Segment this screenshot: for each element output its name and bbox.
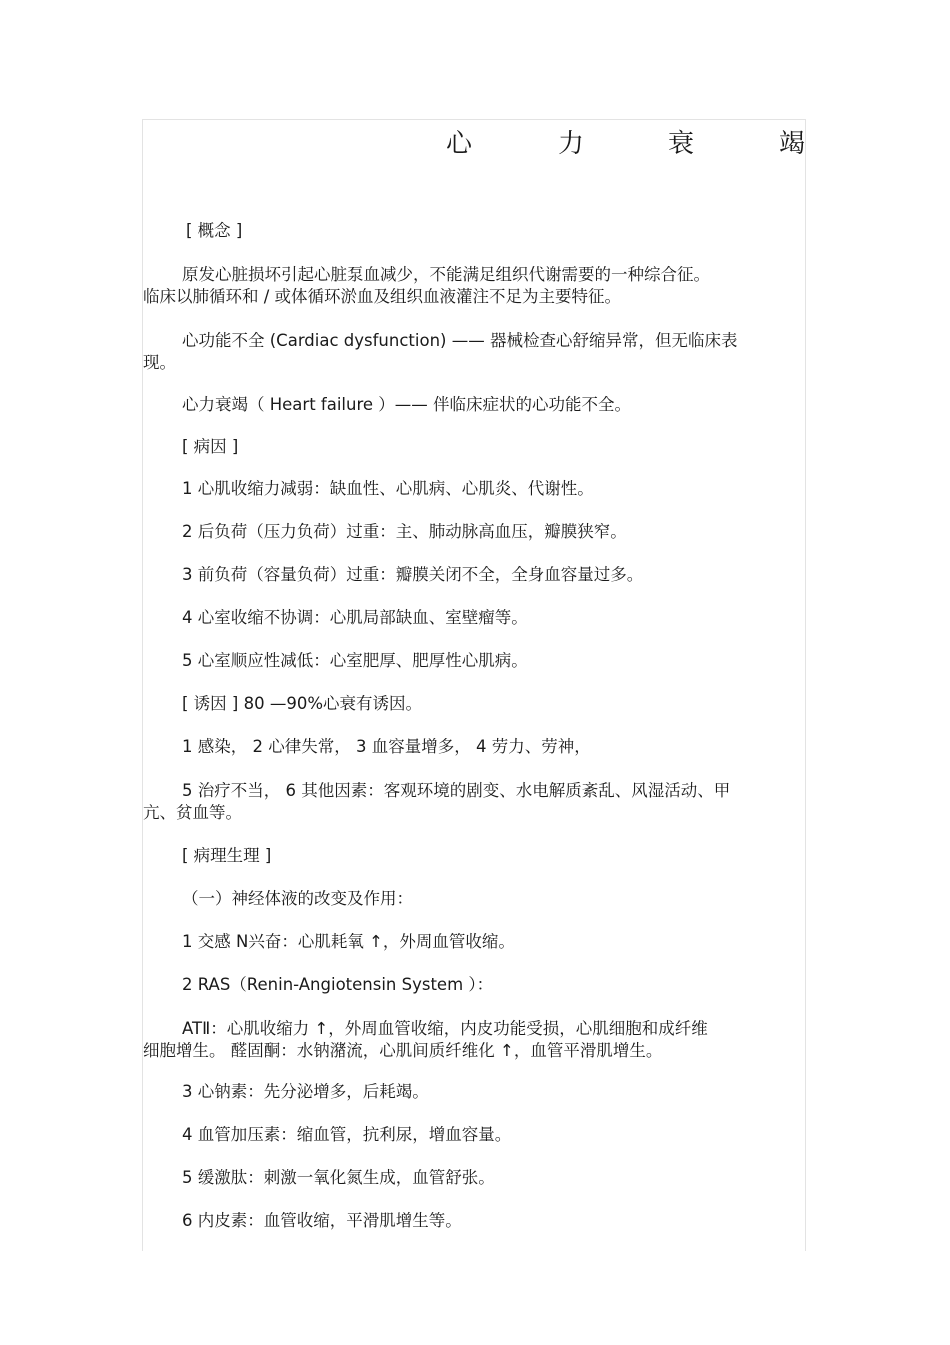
- cause-item-5: 5 心室顺应性减低：心室肥厚、肥厚性心肌病。: [182, 651, 528, 670]
- patho-item-1: 1 交感 N兴奋：心肌耗氧 ↑，外周血管收缩。: [182, 932, 515, 951]
- title-char-3: 衰: [668, 129, 695, 159]
- patho-at2-line-2: 细胞增生。 醛固酮：水钠潴流，心肌间质纤维化 ↑，血管平滑肌增生。: [143, 1041, 663, 1060]
- section-heading-concept: [ 概念 ]: [186, 221, 243, 240]
- section-heading-pathophysiology: [ 病理生理 ]: [182, 846, 272, 865]
- section-heading-cause: [ 病因 ]: [182, 437, 239, 456]
- patho-item-6: 6 内皮素：血管收缩，平滑肌增生等。: [182, 1211, 462, 1230]
- trigger-line-1: 1 感染， 2 心律失常， 3 血容量增多， 4 劳力、劳神，: [182, 737, 591, 756]
- paragraph-concept-line-1: 原发心脏损坏引起心脏泵血减少，不能满足组织代谢需要的一种综合征。: [182, 265, 710, 284]
- patho-item-4: 4 血管加压素：缩血管，抗利尿，增血容量。: [182, 1125, 512, 1144]
- patho-item-5: 5 缓激肽：刺激一氧化氮生成，血管舒张。: [182, 1168, 495, 1187]
- paragraph-dysfunction-line-1: 心功能不全 (Cardiac dysfunction) —— 器械检查心舒缩异常，但无临床表: [182, 331, 738, 350]
- section-heading-trigger: [ 诱因 ] 80 —90%心衰有诱因。: [182, 694, 423, 713]
- cause-item-4: 4 心室收缩不协调：心肌局部缺血、室壁瘤等。: [182, 608, 528, 627]
- cause-item-2: 2 后负荷（压力负荷）过重：主、肺动脉高血压，瓣膜狭窄。: [182, 522, 627, 541]
- title-char-2: 力: [558, 129, 585, 159]
- paragraph-dysfunction-line-2: 现。: [143, 353, 176, 372]
- patho-item-3: 3 心钠素：先分泌增多，后耗竭。: [182, 1082, 429, 1101]
- trigger-line-2: 5 治疗不当， 6 其他因素：客观环境的剧变、水电解质紊乱、风湿活动、甲: [182, 781, 731, 800]
- page-title: [446, 123, 806, 163]
- patho-item-2: 2 RAS（Renin-Angiotensin System ）：: [182, 975, 494, 994]
- cause-item-1: 1 心肌收缩力减弱：缺血性、心肌病、心肌炎、代谢性。: [182, 479, 594, 498]
- subheading-neurohumoral: （一）神经体液的改变及作用：: [182, 889, 413, 908]
- trigger-line-3: 亢、贫血等。: [143, 803, 242, 822]
- patho-at2-line-1: ATⅡ：心肌收缩力 ↑，外周血管收缩，内皮功能受损，心肌细胞和成纤维: [182, 1019, 708, 1038]
- cause-item-3: 3 前负荷（容量负荷）过重：瓣膜关闭不全，全身血容量过多。: [182, 565, 644, 584]
- title-char-4: 竭: [779, 129, 806, 159]
- paragraph-concept-line-2: 临床以肺循环和 / 或体循环淤血及组织血液灌注不足为主要特征。: [143, 287, 622, 306]
- title-char-1: 心: [446, 129, 473, 159]
- paragraph-heart-failure: 心力衰竭（ Heart failure ）—— 伴临床症状的心功能不全。: [182, 395, 632, 414]
